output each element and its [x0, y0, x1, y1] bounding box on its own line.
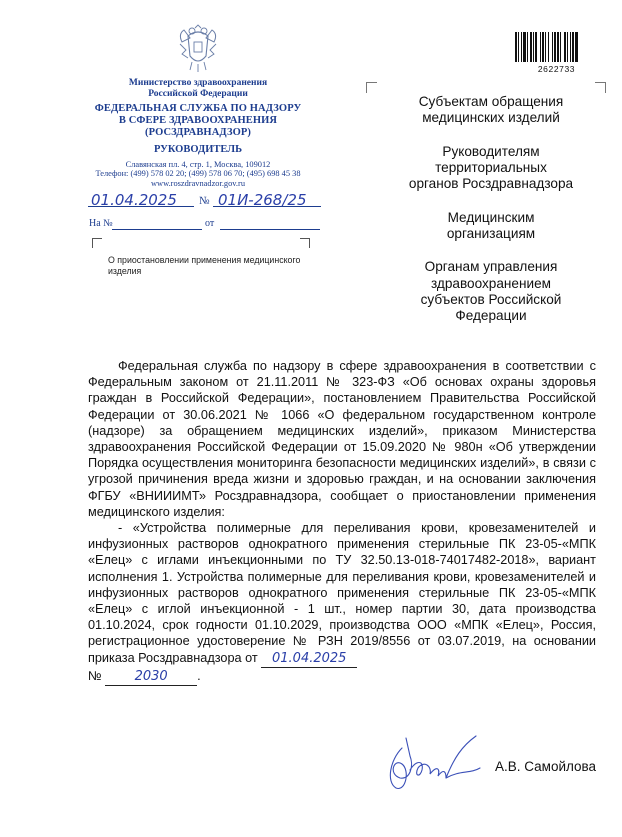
recipient-line: медицинских изделий: [422, 110, 560, 126]
order-no-label: №: [88, 668, 102, 683]
recipient-group: [384, 144, 598, 193]
ministry-name: Министерство здравоохранения Российской Федерации: [128, 78, 268, 99]
reply-date-line: [220, 229, 320, 230]
recipient-line: Субъектам обращения: [418, 94, 564, 109]
number-label: №: [199, 195, 210, 207]
letter-body: [88, 358, 596, 686]
body-paragraph-2: - «Устройства полимерные для переливания крови, кровезаменителей и инфузионных растворов однократного применения стерильные ПК 23-05-«МПК «Елец» с иглами инъекционными по ТУ 32.50.13-018-74017482-2018», вариант исполнения 1. Устройства полимерные для переливания крови, кровезаменителей и инфузионных растворов однократного применения стерильные ПК 23-05-«МПК «Елец» с иглой инъекционной - 1 шт., номер партии 30, дата производства 01.10.2024, срок годности 01.10.2029, производства ООО «МПК «Елец», Россия, регистрационное удостоверение № РЗН 2019/8556 от 03.07.2019, на основании приказа Росздравнадзора от 01.04.2025 № 2030 .: [88, 520, 596, 686]
recipient-line: здравоохранением: [430, 275, 551, 291]
handwritten-signature: [380, 730, 490, 795]
address-corner-right: [595, 82, 606, 93]
signer-name: А.В. Самойлова: [495, 759, 597, 774]
address: Славянская пл. 4, стр. 1, Москва, 109012: [125, 160, 271, 169]
subject-corner-left: [92, 238, 102, 248]
phones: Телефон: (499) 578 02 20; (499) 578 06 70; (495) 698 45 38: [95, 169, 301, 179]
recipient-line: органов Росздравнадзора: [408, 176, 574, 192]
barcode: [515, 32, 598, 66]
registration-date: 01.04.2025: [91, 191, 177, 209]
recipients-block: [384, 94, 598, 341]
recipient-line: Медицинским: [447, 209, 535, 225]
coat-of-arms-icon: [176, 24, 220, 74]
subject-corner-right: [300, 238, 310, 248]
reply-date-label: от: [205, 218, 215, 229]
recipient-line: территориальных: [435, 159, 547, 175]
recipient-group: [384, 259, 598, 324]
recipient-group: [384, 210, 598, 243]
reply-to-label: На №: [89, 218, 113, 229]
website: www.roszdravnadzor.gov.ru: [150, 178, 246, 188]
reply-no-line: [112, 229, 202, 230]
contact-block: [70, 160, 326, 188]
recipient-group: [384, 94, 598, 127]
service-name: ФЕДЕРАЛЬНАЯ СЛУЖБА ПО НАДЗОРУ В СФЕРЕ ЗДРАВООХРАНЕНИЯ (РОСЗДРАВНАДЗОР): [94, 103, 302, 138]
subject-line: О приостановлении применения медицинского изделия: [108, 255, 301, 277]
recipient-line: Федерации: [455, 308, 527, 324]
recipient-line: организациям: [446, 225, 536, 241]
address-corner-left: [366, 82, 377, 93]
body-paragraph-1: Федеральная служба по надзору в сфере здравоохранения в соответствии с Федеральным законом от 21.11.2011 № 323-ФЗ «Об основах охраны здоровья граждан в Российской Федерации», постановлением Правительства Российской Федерации от 30.06.2021 № 1066 «О федеральном государственном контроле (надзоре) за обращением медицинских изделий», приказом Министерства здравоохранения Российской Федерации от 15.09.2020 № 980н «Об утверждении Порядка осуществления мониторинга безопасности медицинских изделий», в связи с угрозой причинения вреда жизни и здоровью граждан, и на основании заключения ФГБУ «ВНИИИМТ» Росздравнадзора, сообщает о приостановлении применения медицинского изделия:: [88, 359, 596, 519]
barcode-number: 2622733: [537, 64, 576, 74]
head-title: РУКОВОДИТЕЛЬ: [153, 144, 243, 155]
recipient-line: Органам управления: [424, 259, 558, 275]
order-date-field: 01.04.2025: [261, 650, 357, 668]
recipient-line: Руководителям: [442, 143, 540, 159]
recipient-line: субъектов Российской: [420, 291, 562, 307]
order-number-field: 2030: [105, 668, 197, 686]
registration-number: 01И-268/25: [218, 191, 307, 209]
